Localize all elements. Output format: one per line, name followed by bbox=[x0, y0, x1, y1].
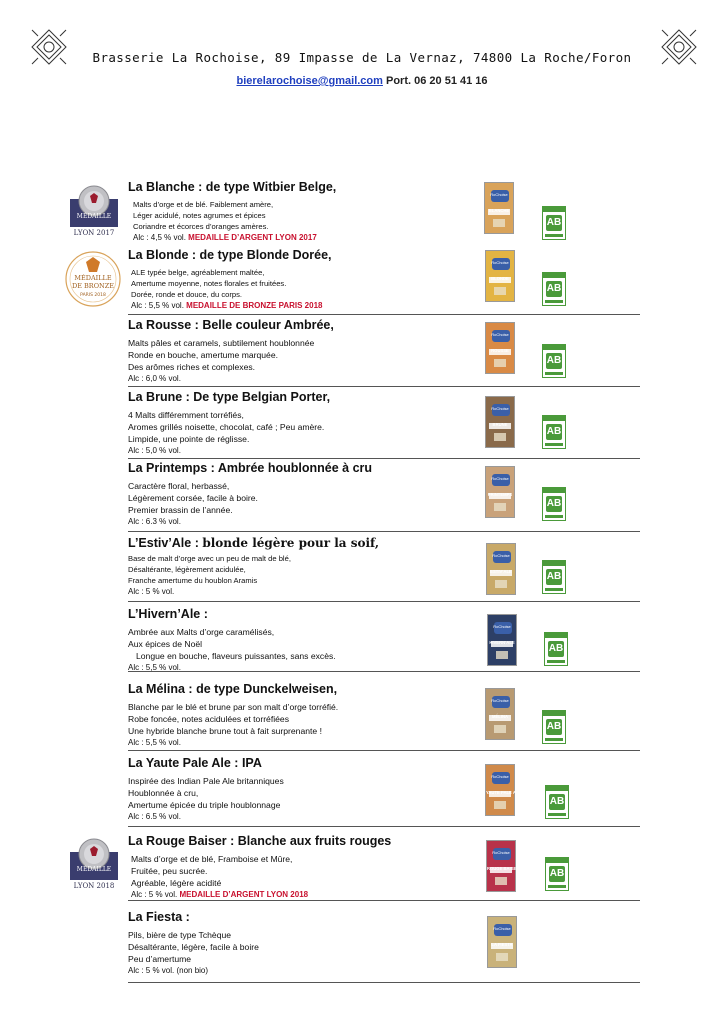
beer-description-line: Coriandre et écorces d’oranges amères. bbox=[133, 222, 269, 231]
beer-description-line: Malts d’orge et de blé. Faiblement amère, bbox=[133, 200, 274, 209]
svg-text:PARIS 2018: PARIS 2018 bbox=[80, 293, 106, 298]
medal-bronze-paris-2018-icon bbox=[64, 250, 122, 308]
bottle-label-3 bbox=[485, 322, 515, 374]
bottle-label-5 bbox=[485, 466, 515, 518]
bio-ab-text: AB bbox=[549, 794, 565, 810]
beer-entry-fiesta bbox=[128, 910, 640, 983]
beer-description-line: Désaltérante, légèrement acidulée, bbox=[128, 565, 246, 574]
bio-ab-text: AB bbox=[546, 496, 562, 512]
svg-text:LYON 2017: LYON 2017 bbox=[73, 229, 115, 237]
label-text: ROUSSE bbox=[491, 348, 509, 353]
beer-description-line: Pils, bière de type Tchèque bbox=[128, 930, 232, 940]
bottle-label-10 bbox=[486, 840, 520, 892]
beer-description-line: Léger acidulé, notes agrumes et épices bbox=[133, 211, 266, 220]
label-badge bbox=[493, 219, 505, 227]
label-text: BRUNE bbox=[492, 422, 508, 427]
label-text: BLANCHE bbox=[488, 208, 510, 213]
label-text: LA FIESTA bbox=[491, 942, 513, 947]
beer-description-line: Légèrement corsée, facile à boire. bbox=[128, 493, 258, 503]
label-badge bbox=[494, 287, 506, 295]
beer-description-line: Peu d’amertume bbox=[128, 954, 192, 964]
beer-name: La Blanche : de type Witbier Belge, bbox=[128, 180, 337, 194]
label-badge bbox=[494, 359, 506, 367]
beer-description-line: Aux épices de Noël bbox=[128, 639, 203, 649]
beer-description-line: Agréable, légère acidité bbox=[131, 878, 222, 888]
contact-line bbox=[0, 75, 724, 87]
bio-ab-text: AB bbox=[546, 353, 562, 369]
bio-ab-logo-icon bbox=[545, 857, 569, 891]
beer-description-line: Franche amertume du houblon Aramis bbox=[128, 576, 258, 585]
email-link[interactable]: bierelarochoise@gmail.com bbox=[236, 75, 383, 87]
beer-alcohol: Alc : 5,5 % vol. bbox=[128, 738, 181, 747]
label-badge bbox=[495, 580, 507, 588]
label-text: PRINTEMPS bbox=[487, 492, 513, 497]
beer-description-line: Caractère floral, herbassé, bbox=[128, 481, 230, 491]
bio-ab-logo-icon bbox=[542, 710, 566, 744]
beer-alcohol: Alc : 5,0 % vol. bbox=[128, 446, 181, 455]
bio-ab-logo-icon bbox=[544, 632, 568, 666]
beer-description-line: Ambrée aux Malts d’orge caramélisés, bbox=[128, 627, 275, 637]
beer-description-line: Aromes grillés noisette, chocolat, café ; Peu amère. bbox=[128, 422, 325, 432]
beer-description-line: Malts d’orge et de blé, Framboise et Mûre, bbox=[131, 854, 293, 864]
svg-text:DE BRONZE: DE BRONZE bbox=[72, 282, 114, 290]
bottle-label-2 bbox=[485, 250, 515, 302]
label-text: YAUTE PALE ALE bbox=[486, 790, 522, 795]
bottle-label-7 bbox=[487, 614, 517, 666]
label-text: MÉLINA bbox=[491, 714, 509, 719]
svg-text:LYON 2018: LYON 2018 bbox=[73, 882, 115, 890]
beer-alcohol: Alc : 5,5 % vol. bbox=[131, 301, 184, 310]
bio-ab-logo-icon bbox=[545, 785, 569, 819]
bottle-label-1 bbox=[484, 182, 514, 234]
label-text: ROUGE BAISER bbox=[487, 866, 520, 871]
label-badge bbox=[494, 503, 506, 511]
beer-name: La Rousse : Belle couleur Ambrée, bbox=[128, 318, 334, 332]
beer-name-line bbox=[128, 536, 640, 551]
bio-ab-logo-icon bbox=[542, 344, 566, 378]
beer-description-line: ALE typée belge, agréablement maltée, bbox=[131, 268, 265, 277]
beer-name: La Printemps : Ambrée houblonnée à cru bbox=[128, 461, 373, 475]
label-badge bbox=[496, 953, 508, 961]
bio-ab-logo-icon bbox=[542, 487, 566, 521]
bio-ab-text: AB bbox=[546, 215, 562, 231]
bottle-label-8 bbox=[485, 688, 515, 740]
beer-name: L’Hivern’Ale : bbox=[128, 607, 208, 621]
svg-text:MÉDAILLE: MÉDAILLE bbox=[74, 274, 112, 282]
beer-description-line: Inspirée des Indian Pale Ale britanniques bbox=[128, 776, 284, 786]
medal-lyon-2017-icon bbox=[66, 183, 122, 237]
svg-text:MÉDAILLE: MÉDAILLE bbox=[76, 866, 112, 873]
brewery-address: Brasserie La Rochoise, 89 Impasse de La Vernaz, 74800 La Roche/Foron bbox=[92, 50, 632, 65]
beer-description-line: Dorée, ronde et douce, du corps. bbox=[131, 290, 243, 299]
label-text: HIVERN’ALE bbox=[489, 640, 515, 645]
beer-alcohol: Alc : 6.5 % vol. bbox=[128, 812, 181, 821]
beer-description-line: Ronde en bouche, amertume marquée. bbox=[128, 350, 279, 360]
label-text: BLONDE bbox=[491, 276, 509, 281]
beer-description-line: Limpide, une pointe de réglisse. bbox=[128, 434, 250, 444]
medal-lyon-2018-icon bbox=[66, 836, 122, 890]
beer-description-line: Amertume moyenne, notes florales et fruitées. bbox=[131, 279, 287, 288]
beer-description-line: Premier brassin de l’année. bbox=[128, 505, 233, 515]
bio-ab-logo-icon bbox=[542, 206, 566, 240]
beer-description-line: Des arômes riches et complexes. bbox=[128, 362, 256, 372]
beer-description-line: Houblonnée à cru, bbox=[128, 788, 199, 798]
label-brand: RoChoise bbox=[492, 553, 510, 558]
label-brand: RoChoise bbox=[491, 260, 509, 265]
label-badge bbox=[494, 433, 506, 441]
label-badge bbox=[496, 651, 508, 659]
label-badge bbox=[494, 725, 506, 733]
beer-alcohol: Alc : 6,0 % vol. bbox=[128, 374, 181, 383]
label-badge bbox=[494, 801, 506, 809]
beer-alcohol: Alc : 5,5 % vol. bbox=[128, 663, 181, 672]
label-brand: RoChoise bbox=[491, 406, 509, 411]
beer-name: La Yaute Pale Ale : IPA bbox=[128, 756, 262, 770]
beer-description-line: Une hybride blanche brune tout à fait surprenante ! bbox=[128, 726, 322, 736]
beer-description-line: Désaltérante, légère, facile à boire bbox=[128, 942, 259, 952]
bio-ab-logo-icon bbox=[542, 415, 566, 449]
beer-award: MEDAILLE D’ARGENT LYON 2017 bbox=[188, 233, 317, 242]
bottle-label-11 bbox=[487, 916, 517, 968]
phone-number: Port. 06 20 51 41 16 bbox=[386, 75, 488, 87]
beer-alcohol: Alc : 5 % vol. bbox=[131, 890, 178, 899]
beer-description-line: Amertume épicée du triple houblonnage bbox=[128, 800, 281, 810]
beer-name: La Blonde : de type Blonde Dorée, bbox=[128, 248, 332, 262]
bottle-label-9 bbox=[485, 764, 522, 816]
beer-description-line: 4 Malts différemment torréfiés, bbox=[128, 410, 244, 420]
beer-description-line: Malts pâles et caramels, subtilement houblonnée bbox=[128, 338, 315, 348]
bottle-label-6 bbox=[486, 543, 516, 595]
label-brand: RoChoise bbox=[491, 774, 509, 779]
beer-description-line: Longue en bouche, flaveurs puissantes, sans excès. bbox=[136, 651, 336, 661]
beer-alcohol: Alc : 5 % vol. (non bio) bbox=[128, 966, 209, 975]
beer-description-line: Base de malt d’orge avec un peu de malt de blé, bbox=[128, 554, 291, 563]
bottle-label-4 bbox=[485, 396, 515, 448]
bio-ab-text: AB bbox=[546, 424, 562, 440]
beer-alcohol: Alc : 4,5 % vol. bbox=[133, 233, 186, 242]
beer-name: L’Estiv’Ale : bbox=[128, 536, 203, 550]
bio-ab-text: AB bbox=[546, 569, 562, 585]
label-brand: RoChoise bbox=[492, 850, 510, 855]
beer-name: La Mélina : de type Dunckelweisen, bbox=[128, 682, 338, 696]
beer-alcohol: Alc : 5 % vol. bbox=[128, 587, 175, 596]
beer-description-line: Robe foncée, notes acidulées et torréfiées bbox=[128, 714, 289, 724]
beer-name-subtitle: blonde légère pour la soif, bbox=[202, 536, 380, 550]
beer-award: MEDAILLE D’ARGENT LYON 2018 bbox=[179, 890, 309, 899]
label-brand: RoChoise bbox=[491, 698, 509, 703]
beer-name: La Brune : De type Belgian Porter, bbox=[128, 390, 331, 404]
label-brand: RoChoise bbox=[493, 926, 511, 931]
beer-award: MEDAILLE DE BRONZE PARIS 2018 bbox=[186, 301, 323, 310]
bio-ab-logo-icon bbox=[542, 272, 566, 306]
svg-text:MÉDAILLE: MÉDAILLE bbox=[76, 213, 112, 220]
label-text: ESTIV’ALE bbox=[490, 569, 512, 574]
beer-name: La Fiesta : bbox=[128, 910, 190, 924]
beer-description-line: Fruitée, peu sucrée. bbox=[131, 866, 208, 876]
label-brand: RoChoise bbox=[493, 624, 511, 629]
bio-ab-logo-icon bbox=[542, 560, 566, 594]
label-badge bbox=[495, 877, 507, 885]
bio-ab-text: AB bbox=[548, 641, 564, 657]
bio-ab-text: AB bbox=[546, 719, 562, 735]
label-brand: RoChoise bbox=[490, 192, 508, 197]
bio-ab-text: AB bbox=[546, 281, 562, 297]
label-brand: RoChoise bbox=[491, 476, 509, 481]
beer-description-line: Blanche par le blé et brune par son malt d’orge torréfié. bbox=[128, 702, 339, 712]
beer-alcohol: Alc : 6.3 % vol. bbox=[128, 517, 181, 526]
bio-ab-text: AB bbox=[549, 866, 565, 882]
beer-name: La Rouge Baiser : Blanche aux fruits rouges bbox=[128, 834, 392, 848]
label-brand: RoChoise bbox=[491, 332, 509, 337]
